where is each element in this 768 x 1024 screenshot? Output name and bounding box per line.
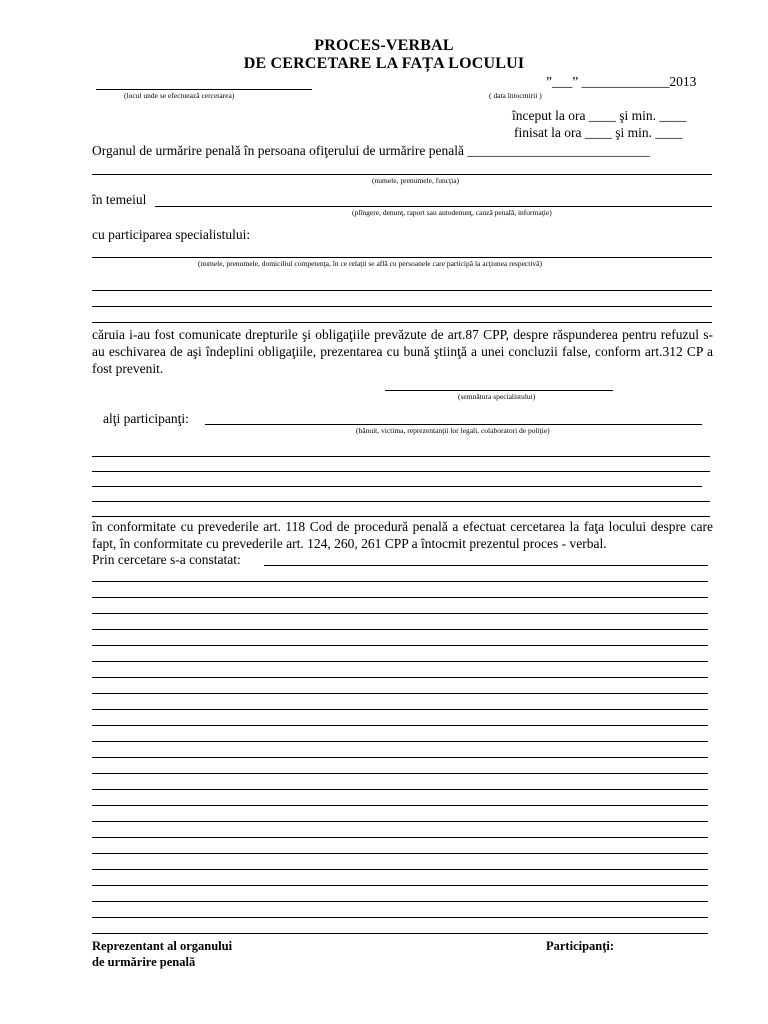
findings-label: Prin cercetare s-a constatat:	[92, 552, 241, 567]
findings-line[interactable]	[92, 933, 708, 934]
specialist-line[interactable]	[92, 322, 712, 323]
signature-caption: (semnătura specialistului)	[458, 392, 536, 401]
participants-line[interactable]	[92, 486, 702, 487]
place-caption: (locul unde se efectuează cercetarea)	[124, 91, 235, 100]
specialist-line[interactable]	[92, 257, 712, 258]
findings-line[interactable]	[92, 773, 708, 774]
findings-line[interactable]	[92, 821, 708, 822]
findings-line[interactable]	[92, 725, 708, 726]
specialist-line[interactable]	[92, 290, 712, 291]
findings-line[interactable]	[92, 757, 708, 758]
start-time-field[interactable]: început la ora ____ şi min. ____	[512, 108, 687, 123]
specialist-label: cu participarea specialistului:	[92, 227, 251, 242]
date-field[interactable]: ”___” _____________2013	[546, 74, 697, 89]
findings-line[interactable]	[92, 837, 708, 838]
specialist-caption: (numele, prenumele, domiciliul competenţa, în ce relaţii se află cu persoanele care participă la acţiunea respectivă)	[198, 259, 542, 268]
findings-line[interactable]	[92, 789, 708, 790]
findings-line[interactable]	[92, 597, 708, 598]
end-time-field[interactable]: finisat la ora ____ şi min. ____	[514, 125, 683, 140]
organ-line[interactable]	[92, 174, 712, 175]
findings-line[interactable]	[92, 613, 708, 614]
findings-line[interactable]	[92, 869, 708, 870]
findings-line[interactable]	[92, 853, 708, 854]
participants-line[interactable]	[92, 516, 710, 517]
participants-label: alţi participanţi:	[103, 411, 189, 426]
conformity-paragraph: în conformitate cu prevederile art. 118 Cod de procedură penală a efectuat cercetarea la faţa locului despre care fapt, în conformitate cu prevederile art. 124, 260, 261 CPP a întocmit prezentul proces - verbal.	[92, 519, 713, 551]
findings-line[interactable]	[92, 645, 708, 646]
basis-line[interactable]	[155, 206, 712, 207]
findings-line[interactable]	[92, 917, 708, 918]
participants-signature-label: Participanţi:	[546, 939, 615, 953]
findings-line[interactable]	[264, 565, 708, 566]
specialist-rights-paragraph: căruia i-au fost comunicate drepturile şi obligaţiile prevăzute de art.87 CPP, despre răspunderea pentru refuzul s-au eschivarea de aşi îndeplini obligaţiile, prezentarea cu bună ştiinţă a unei concluzii false, conform art.312 CP a fost prevenit.	[92, 327, 713, 376]
organ-caption: (numele, prenumele, funcţia)	[372, 176, 460, 185]
participants-line[interactable]	[92, 456, 710, 457]
findings-line[interactable]	[92, 901, 708, 902]
participants-line[interactable]	[205, 424, 702, 425]
findings-line[interactable]	[92, 693, 708, 694]
basis-label: în temeiul	[92, 192, 147, 207]
basis-caption: (plîngere, denunţ, raport sau autodenunţ, cauză penală, informaţie)	[352, 208, 552, 217]
specialist-signature-line[interactable]	[385, 390, 613, 391]
document-title: PROCES-VERBAL	[314, 37, 454, 54]
findings-line[interactable]	[92, 581, 708, 582]
specialist-line[interactable]	[92, 306, 712, 307]
organ-representative-label	[92, 938, 232, 970]
organ-representative-line2: de urmărire penală	[92, 955, 196, 969]
place-line[interactable]	[96, 89, 312, 90]
findings-line[interactable]	[92, 741, 708, 742]
date-caption: ( data întocmirii )	[489, 91, 542, 100]
participants-caption: (bănuit, victima, reprezentanţii lor legali, colaboratori de poliţie)	[356, 426, 550, 435]
organ-label: Organul de urmărire penală în persoana ofiţerului de urmărire penală ___________________________	[92, 143, 650, 158]
organ-representative-line1: Reprezentant al organului	[92, 939, 233, 953]
participants-line[interactable]	[92, 501, 710, 502]
findings-line[interactable]	[92, 709, 708, 710]
findings-line[interactable]	[92, 885, 708, 886]
participants-line[interactable]	[92, 471, 710, 472]
findings-line[interactable]	[92, 805, 708, 806]
findings-line[interactable]	[92, 677, 708, 678]
document-subtitle: DE CERCETARE LA FAȚA LOCULUI	[243, 55, 525, 72]
findings-line[interactable]	[92, 629, 708, 630]
findings-line[interactable]	[92, 661, 708, 662]
